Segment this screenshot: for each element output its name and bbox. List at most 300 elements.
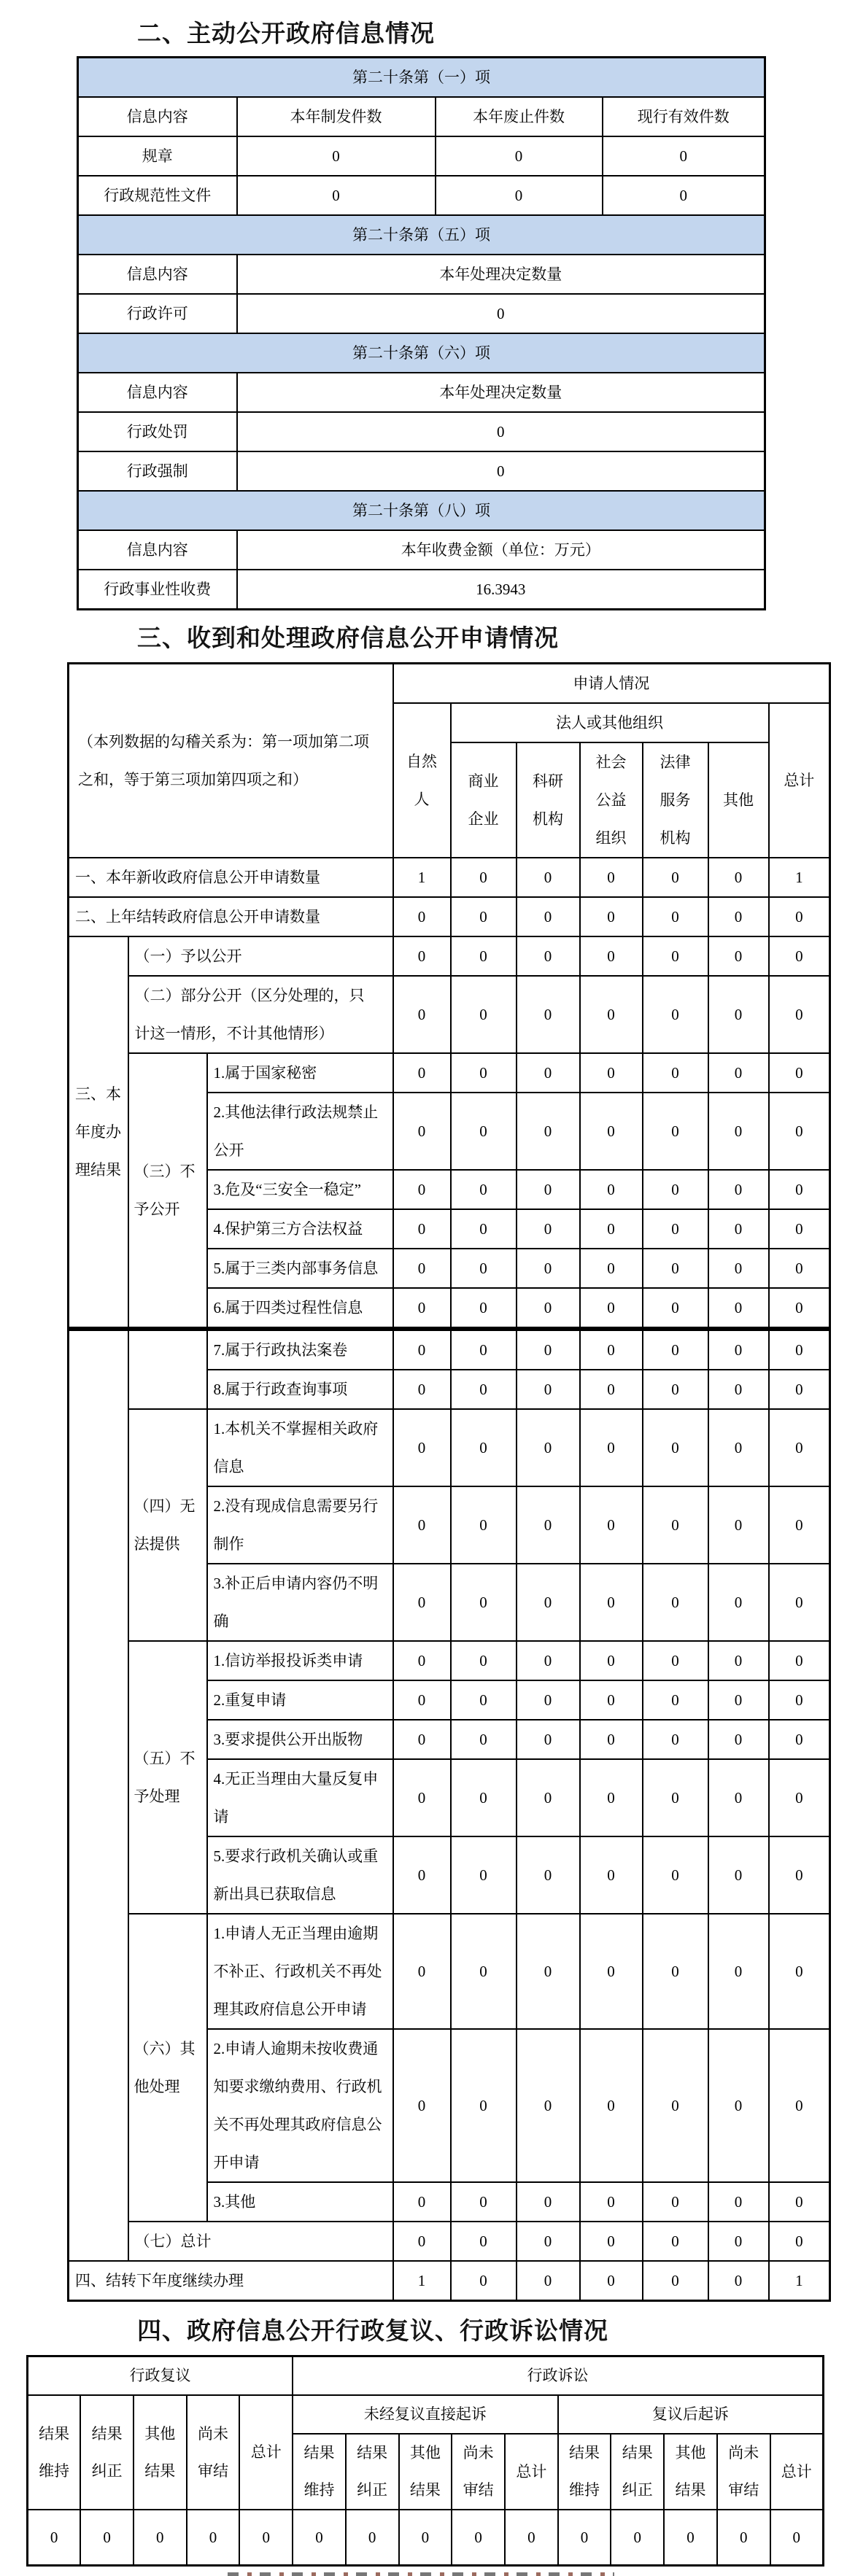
header-cell: 本年制发件数 — [237, 97, 436, 136]
header-cell: 本年处理决定数量 — [237, 255, 765, 294]
value-cell: 0 — [517, 1370, 580, 1409]
table-row — [69, 1409, 830, 1486]
value-cell: 0 — [393, 1249, 451, 1288]
value-cell: 0 — [643, 1209, 708, 1249]
value-cell: 0 — [708, 2029, 769, 2182]
value-cell: 0 — [769, 897, 830, 936]
postreview-col-total: 总计 — [770, 2434, 824, 2510]
value-cell: 0 — [769, 2222, 830, 2261]
value-cell: 0 — [393, 1486, 451, 1564]
value-cell: 0 — [770, 2510, 824, 2566]
value-cell: 0 — [643, 1093, 708, 1170]
value-cell: 0 — [580, 1759, 643, 1836]
admin-review-header: 行政复议 — [28, 2356, 293, 2396]
value-cell: 0 — [769, 1170, 830, 1209]
value-cell: 0 — [643, 1249, 708, 1288]
direct-col-total: 总计 — [505, 2434, 558, 2510]
applicant-header: 申请人情况 — [393, 664, 830, 704]
value-cell: 0 — [517, 1093, 580, 1170]
value-cell: 0 — [643, 1170, 708, 1209]
row-label: 行政事业性收费 — [78, 570, 237, 610]
value-cell: 0 — [517, 2261, 580, 2301]
total-header: 总计 — [769, 703, 830, 858]
row-label: 一、本年新收政府信息公开申请数量 — [69, 858, 393, 897]
value-cell: 0 — [580, 858, 643, 897]
sub-header-other: 其他 — [708, 742, 769, 858]
value-cell: 0 — [346, 2510, 399, 2566]
header-cell: 信息内容 — [78, 373, 237, 412]
value-cell: 0 — [643, 1329, 708, 1370]
value-cell: 0 — [769, 1053, 830, 1093]
value-cell: 0 — [580, 936, 643, 976]
value-cell: 0 — [708, 1249, 769, 1288]
value-cell: 0 — [603, 176, 765, 215]
value-cell: 1 — [769, 858, 830, 897]
row-label: 3.其他 — [207, 2182, 393, 2222]
row-label: 5.要求行政机关确认或重新出具已获取信息 — [207, 1836, 393, 1914]
row-label: 6.属于四类过程性信息 — [207, 1288, 393, 1329]
table-row — [69, 897, 830, 936]
value-cell: 0 — [769, 1720, 830, 1759]
value-cell: 0 — [643, 2029, 708, 2182]
value-cell: 0 — [580, 2029, 643, 2182]
value-cell: 0 — [517, 1641, 580, 1680]
value-cell: 0 — [393, 1759, 451, 1836]
value-cell: 0 — [580, 1486, 643, 1564]
value-cell: 0 — [580, 2261, 643, 2301]
header-cell: 本年废止件数 — [436, 97, 603, 136]
article20-item6-band: 第二十条第（六）项 — [78, 333, 765, 373]
value-cell: 0 — [708, 2182, 769, 2222]
value-cell: 0 — [517, 858, 580, 897]
value-cell: 1 — [393, 2261, 451, 2301]
value-cell: 0 — [643, 1409, 708, 1486]
value-cell: 16.3943 — [237, 570, 765, 610]
table-row — [69, 1914, 830, 2029]
table-row — [69, 976, 830, 1053]
value-cell: 0 — [451, 1564, 517, 1641]
table-row — [78, 294, 765, 333]
value-cell: 0 — [517, 1209, 580, 1249]
value-cell: 1 — [769, 2261, 830, 2301]
value-cell: 0 — [517, 1288, 580, 1329]
value-cell: 0 — [393, 1053, 451, 1093]
row-label: 行政强制 — [78, 451, 237, 491]
section-3-title: 三、收到和处理政府信息公开申请情况 — [137, 624, 559, 651]
legal-org-header: 法人或其他组织 — [451, 703, 769, 742]
article20-item8-band: 第二十条第（八）项 — [78, 491, 765, 530]
value-cell: 0 — [451, 1288, 517, 1329]
header-cell: 信息内容 — [78, 97, 237, 136]
value-cell: 0 — [580, 2182, 643, 2222]
row-label: （二）部分公开（区分处理的，只计这一情形，不计其他情形） — [128, 976, 393, 1053]
value-cell: 0 — [769, 976, 830, 1053]
value-cell: 0 — [517, 1486, 580, 1564]
header-cell: 本年处理决定数量 — [237, 373, 765, 412]
value-cell: 0 — [237, 412, 765, 451]
value-cell: 0 — [580, 1370, 643, 1409]
table-row — [69, 1641, 830, 1680]
value-cell: 0 — [708, 1759, 769, 1836]
value-cell: 0 — [393, 1720, 451, 1759]
value-cell: 0 — [517, 1759, 580, 1836]
value-cell: 0 — [708, 1836, 769, 1914]
value-cell: 0 — [452, 2510, 505, 2566]
value-cell: 0 — [643, 1720, 708, 1759]
article20-item1-band: 第二十条第（一）项 — [78, 58, 765, 98]
table-row — [69, 936, 830, 976]
value-cell: 0 — [708, 897, 769, 936]
table-row — [78, 373, 765, 412]
value-cell: 0 — [393, 1209, 451, 1249]
value-cell: 0 — [451, 1329, 517, 1370]
value-cell: 0 — [708, 1093, 769, 1170]
value-cell: 0 — [580, 1170, 643, 1209]
table-row — [69, 1329, 830, 1370]
value-cell: 0 — [293, 2510, 346, 2566]
value-cell: 0 — [237, 294, 765, 333]
value-cell: 0 — [517, 1836, 580, 1914]
value-cell: 0 — [451, 1370, 517, 1409]
table-row — [78, 451, 765, 491]
value-cell: 0 — [451, 976, 517, 1053]
value-cell: 0 — [643, 1564, 708, 1641]
value-cell: 0 — [393, 1914, 451, 2029]
value-cell: 0 — [708, 1170, 769, 1209]
value-cell: 0 — [505, 2510, 558, 2566]
value-cell: 0 — [580, 2222, 643, 2261]
header-cell: 本年收费金额（单位：万元） — [237, 530, 765, 570]
value-cell: 0 — [708, 1720, 769, 1759]
value-cell: 0 — [517, 2222, 580, 2261]
value-cell: 0 — [769, 1288, 830, 1329]
value-cell: 0 — [580, 976, 643, 1053]
review-litigation-table — [26, 2355, 824, 2567]
value-cell: 0 — [580, 1329, 643, 1370]
value-cell: 0 — [769, 1409, 830, 1486]
value-cell: 0 — [451, 936, 517, 976]
table-row — [69, 2222, 830, 2261]
value-cell: 0 — [580, 1093, 643, 1170]
value-cell: 0 — [580, 897, 643, 936]
value-cell: 0 — [708, 1409, 769, 1486]
value-cell: 0 — [517, 1329, 580, 1370]
value-cell: 0 — [451, 1759, 517, 1836]
value-cell: 0 — [643, 936, 708, 976]
value-cell: 0 — [393, 1370, 451, 1409]
value-cell: 0 — [708, 858, 769, 897]
active-disclosure-table — [77, 56, 766, 610]
value-cell: 0 — [451, 2222, 517, 2261]
empty-label-cell — [69, 1329, 128, 2261]
table-row — [28, 2356, 824, 2396]
value-cell: 0 — [187, 2510, 240, 2566]
value-cell: 0 — [708, 1288, 769, 1329]
row-label: 行政规范性文件 — [78, 176, 237, 215]
value-cell: 0 — [643, 1914, 708, 2029]
value-cell: 0 — [664, 2510, 717, 2566]
table-row — [78, 176, 765, 215]
row-label: 2.申请人逾期未按收费通知要求缴纳费用、行政机关不再处理其政府信息公开申请 — [207, 2029, 393, 2182]
value-cell: 0 — [393, 936, 451, 976]
value-cell: 0 — [393, 1329, 451, 1370]
value-cell: 0 — [451, 1486, 517, 1564]
value-cell: 0 — [517, 1053, 580, 1093]
review-col-other: 其他结果 — [134, 2395, 187, 2510]
value-cell: 0 — [769, 1836, 830, 1914]
value-cell: 0 — [393, 897, 451, 936]
value-cell: 1 — [393, 858, 451, 897]
value-cell: 0 — [708, 1486, 769, 1564]
value-cell: 0 — [643, 1836, 708, 1914]
value-cell: 0 — [769, 2029, 830, 2182]
row-label: 3.要求提供公开出版物 — [207, 1720, 393, 1759]
table-row — [78, 530, 765, 570]
value-cell: 0 — [769, 1249, 830, 1288]
value-cell: 0 — [708, 2222, 769, 2261]
value-cell: 0 — [393, 1680, 451, 1720]
value-cell: 0 — [769, 1914, 830, 2029]
value-cell: 0 — [708, 1370, 769, 1409]
group-label-unable-to-provide: （四）无法提供 — [128, 1409, 207, 1641]
header-cell: 信息内容 — [78, 530, 237, 570]
value-cell: 0 — [769, 1370, 830, 1409]
sub-header-legal-service: 法律服务机构 — [643, 742, 708, 858]
review-col-corrected: 结果纠正 — [80, 2395, 134, 2510]
value-cell: 0 — [451, 1053, 517, 1093]
table-row — [78, 333, 765, 373]
value-cell: 0 — [517, 1564, 580, 1641]
value-cell: 0 — [708, 1053, 769, 1093]
value-cell: 0 — [643, 2222, 708, 2261]
value-cell: 0 — [451, 1249, 517, 1288]
direct-col-corrected: 结果纠正 — [346, 2434, 399, 2510]
value-cell: 0 — [451, 2261, 517, 2301]
value-cell: 0 — [517, 2029, 580, 2182]
row-label: （七）总计 — [128, 2222, 393, 2261]
value-cell: 0 — [451, 1170, 517, 1209]
value-cell: 0 — [451, 858, 517, 897]
value-cell: 0 — [451, 1836, 517, 1914]
value-cell: 0 — [769, 1486, 830, 1564]
table-row — [69, 664, 830, 704]
value-cell: 0 — [399, 2510, 452, 2566]
value-cell: 0 — [393, 976, 451, 1053]
empty-group-cell — [128, 1329, 207, 1409]
postreview-col-pending: 尚未审结 — [717, 2434, 770, 2510]
row-label: 4.保护第三方合法权益 — [207, 1209, 393, 1249]
row-label: 1.本机关不掌握相关政府信息 — [207, 1409, 393, 1486]
row-label: 二、上年结转政府信息公开申请数量 — [69, 897, 393, 936]
value-cell: 0 — [517, 976, 580, 1053]
value-cell: 0 — [580, 1409, 643, 1486]
value-cell: 0 — [580, 1680, 643, 1720]
direct-col-upheld: 结果维持 — [293, 2434, 346, 2510]
values-row — [28, 2510, 824, 2566]
value-cell: 0 — [451, 1641, 517, 1680]
value-cell: 0 — [436, 136, 603, 176]
value-cell: 0 — [237, 136, 436, 176]
value-cell: 0 — [708, 1564, 769, 1641]
table-row — [78, 491, 765, 530]
value-cell: 0 — [717, 2510, 770, 2566]
value-cell: 0 — [708, 1209, 769, 1249]
value-cell: 0 — [580, 1720, 643, 1759]
value-cell: 0 — [393, 2182, 451, 2222]
value-cell: 0 — [517, 897, 580, 936]
value-cell: 0 — [769, 1209, 830, 1249]
row-label: 1.属于国家秘密 — [207, 1053, 393, 1093]
value-cell: 0 — [708, 976, 769, 1053]
value-cell: 0 — [28, 2510, 81, 2566]
sub-header-commercial: 商业企业 — [451, 742, 517, 858]
value-cell: 0 — [517, 1914, 580, 2029]
value-cell: 0 — [580, 1836, 643, 1914]
value-cell: 0 — [393, 1093, 451, 1170]
direct-col-other: 其他结果 — [399, 2434, 452, 2510]
postreview-col-corrected: 结果纠正 — [611, 2434, 664, 2510]
natural-person-header: 自然人 — [393, 703, 451, 858]
row-label: 1.信访举报投诉类申请 — [207, 1641, 393, 1680]
value-cell: 0 — [393, 2029, 451, 2182]
value-cell: 0 — [769, 936, 830, 976]
value-cell: 0 — [708, 1329, 769, 1370]
table-row — [78, 97, 765, 136]
table-row — [78, 215, 765, 255]
group-label-not-processed: （五）不予处理 — [128, 1641, 207, 1914]
value-cell: 0 — [134, 2510, 187, 2566]
value-cell: 0 — [643, 2261, 708, 2301]
value-cell: 0 — [517, 1409, 580, 1486]
post-review-litigation-header: 复议后起诉 — [558, 2395, 824, 2434]
table-row — [78, 570, 765, 610]
row-label: 2.重复申请 — [207, 1680, 393, 1720]
value-cell: 0 — [517, 1249, 580, 1288]
row-label: 规章 — [78, 136, 237, 176]
value-cell: 0 — [517, 936, 580, 976]
value-cell: 0 — [643, 1641, 708, 1680]
value-cell: 0 — [558, 2510, 611, 2566]
row-label: 行政许可 — [78, 294, 237, 333]
value-cell: 0 — [769, 1093, 830, 1170]
value-cell: 0 — [451, 1720, 517, 1759]
row-label: 四、结转下年度继续办理 — [69, 2261, 393, 2301]
row-label: 7.属于行政执法案卷 — [207, 1329, 393, 1370]
value-cell: 0 — [580, 1209, 643, 1249]
header-cell: 信息内容 — [78, 255, 237, 294]
value-cell: 0 — [769, 2182, 830, 2222]
value-cell: 0 — [769, 1759, 830, 1836]
value-cell: 0 — [517, 1170, 580, 1209]
value-cell: 0 — [643, 1680, 708, 1720]
table-row — [78, 255, 765, 294]
value-cell: 0 — [517, 2182, 580, 2222]
value-cell: 0 — [436, 176, 603, 215]
postreview-col-other: 其他结果 — [664, 2434, 717, 2510]
value-cell: 0 — [643, 1759, 708, 1836]
value-cell: 0 — [393, 1170, 451, 1209]
value-cell: 0 — [237, 176, 436, 215]
value-cell: 0 — [643, 1486, 708, 1564]
sub-header-research: 科研机构 — [517, 742, 580, 858]
value-cell: 0 — [580, 1288, 643, 1329]
direct-litigation-header: 未经复议直接起诉 — [293, 2395, 558, 2434]
value-cell: 0 — [451, 2182, 517, 2222]
direct-col-pending: 尚未审结 — [452, 2434, 505, 2510]
value-cell: 0 — [451, 897, 517, 936]
row-label: 2.其他法律行政法规禁止公开 — [207, 1093, 393, 1170]
table-row — [78, 412, 765, 451]
review-col-pending: 尚未审结 — [187, 2395, 240, 2510]
value-cell: 0 — [451, 1209, 517, 1249]
value-cell: 0 — [643, 1288, 708, 1329]
row-label: 8.属于行政查询事项 — [207, 1370, 393, 1409]
value-cell: 0 — [643, 2182, 708, 2222]
table-row — [78, 58, 765, 98]
postreview-col-upheld: 结果维持 — [558, 2434, 611, 2510]
reconciliation-note: （本列数据的勾稽关系为：第一项加第二项之和，等于第三项加第四项之和） — [69, 664, 393, 858]
header-cell: 现行有效件数 — [603, 97, 765, 136]
application-handling-table — [67, 662, 831, 2302]
section-2-title: 二、主动公开政府信息情况 — [137, 20, 435, 47]
value-cell: 0 — [80, 2510, 134, 2566]
value-cell: 0 — [517, 1720, 580, 1759]
value-cell: 0 — [769, 1680, 830, 1720]
admin-litigation-header: 行政诉讼 — [293, 2356, 823, 2396]
value-cell: 0 — [517, 1680, 580, 1720]
row-label: 行政处罚 — [78, 412, 237, 451]
sub-header-social: 社会公益组织 — [580, 742, 643, 858]
row-label: 4.无正当理由大量反复申请 — [207, 1759, 393, 1836]
annual-results-label: 三、本年度办理结果 — [69, 936, 128, 1329]
value-cell: 0 — [393, 1641, 451, 1680]
row-label: （一）予以公开 — [128, 936, 393, 976]
value-cell: 0 — [643, 976, 708, 1053]
table-row — [28, 2395, 824, 2434]
value-cell: 0 — [769, 1564, 830, 1641]
value-cell: 0 — [451, 1093, 517, 1170]
value-cell: 0 — [769, 1329, 830, 1370]
review-col-upheld: 结果维持 — [28, 2395, 81, 2510]
review-col-total: 总计 — [239, 2395, 293, 2510]
row-label: 1.申请人无正当理由逾期不补正、行政机关不再处理其政府信息公开申请 — [207, 1914, 393, 2029]
value-cell: 0 — [393, 2222, 451, 2261]
value-cell: 0 — [643, 1053, 708, 1093]
value-cell: 0 — [708, 936, 769, 976]
value-cell: 0 — [708, 1914, 769, 2029]
table-row — [69, 1053, 830, 1093]
value-cell: 0 — [451, 1409, 517, 1486]
row-label: 3.危及“三安全一稳定” — [207, 1170, 393, 1209]
table-row — [69, 2261, 830, 2301]
section-4-title: 四、政府信息公开行政复议、行政诉讼情况 — [137, 2317, 608, 2344]
row-label: 5.属于三类内部事务信息 — [207, 1249, 393, 1288]
article20-item5-band: 第二十条第（五）项 — [78, 215, 765, 255]
value-cell: 0 — [580, 1641, 643, 1680]
value-cell: 0 — [393, 1288, 451, 1329]
value-cell: 0 — [239, 2510, 293, 2566]
value-cell: 0 — [237, 451, 765, 491]
value-cell: 0 — [580, 1914, 643, 2029]
value-cell: 0 — [393, 1836, 451, 1914]
value-cell: 0 — [451, 1914, 517, 2029]
value-cell: 0 — [708, 1680, 769, 1720]
value-cell: 0 — [603, 136, 765, 176]
value-cell: 0 — [708, 1641, 769, 1680]
value-cell: 0 — [708, 2261, 769, 2301]
value-cell: 0 — [580, 1564, 643, 1641]
value-cell: 0 — [393, 1409, 451, 1486]
